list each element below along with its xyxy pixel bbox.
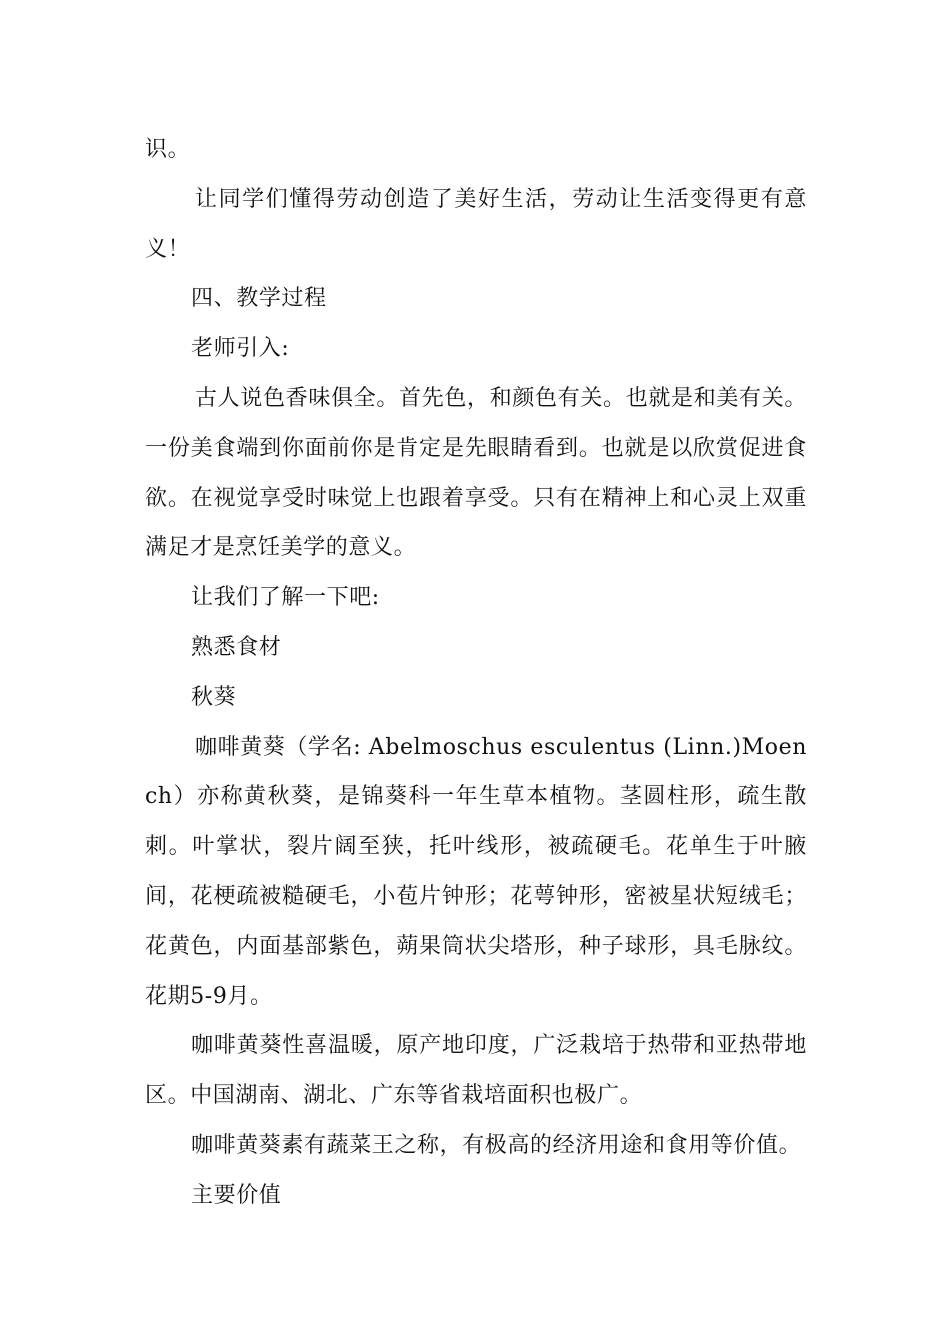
- paragraph-okra-value: 咖啡黄葵素有蔬菜王之称，有极高的经济用途和食用等价值。: [191, 1132, 802, 1158]
- paragraph-continuation: 识。: [145, 137, 191, 162]
- subheading-okra: 秋葵: [191, 684, 237, 710]
- section-heading-teaching-process: 四、教学过程: [191, 286, 327, 312]
- paragraph-okra-habitat: 咖啡黄葵性喜温暖，原产地印度，广泛栽培于热带和亚热带地区。中国湖南、湖北、广东等省栽培面积也极广。: [145, 1033, 807, 1109]
- subheading-know-ingredients: 熟悉食材: [191, 634, 282, 660]
- paragraph-okra-description: 咖啡黄葵（学名: Abelmoschus esculentus (Linn.)Moench）亦称黄秋葵，是锦葵科一年生草本植物。茎圆柱形，疏生散刺。叶掌状，裂片阔至狭，托叶线形，被疏硬毛。花单生于叶腋间，花梗疏被糙硬毛，小苞片钟形；花萼钟形，密被星状短绒毛；花黄色，内面基部紫色，蒴果筒状尖塔形，种子球形，具毛脉纹。花期5-9月。: [145, 734, 807, 1009]
- paragraph-labor-meaning: 让同学们懂得劳动创造了美好生活，劳动让生活变得更有意义！: [145, 186, 807, 262]
- paragraph-culinary-aesthetics: 古人说色香味俱全。首先色，和颜色有关。也就是和美有关。一份美食端到你面前你是肯定是先眼睛看到。也就是以欣赏促进食欲。在视觉享受时味觉上也跟着享受。只有在精神上和心灵上双重满足才是烹饪美学的意义。: [145, 385, 807, 561]
- subheading-main-value: 主要价值: [191, 1182, 282, 1208]
- document-body: [145, 125, 807, 1221]
- teacher-intro-label: 老师引入:: [191, 336, 290, 362]
- paragraph-lets-learn: 让我们了解一下吧:: [191, 585, 380, 611]
